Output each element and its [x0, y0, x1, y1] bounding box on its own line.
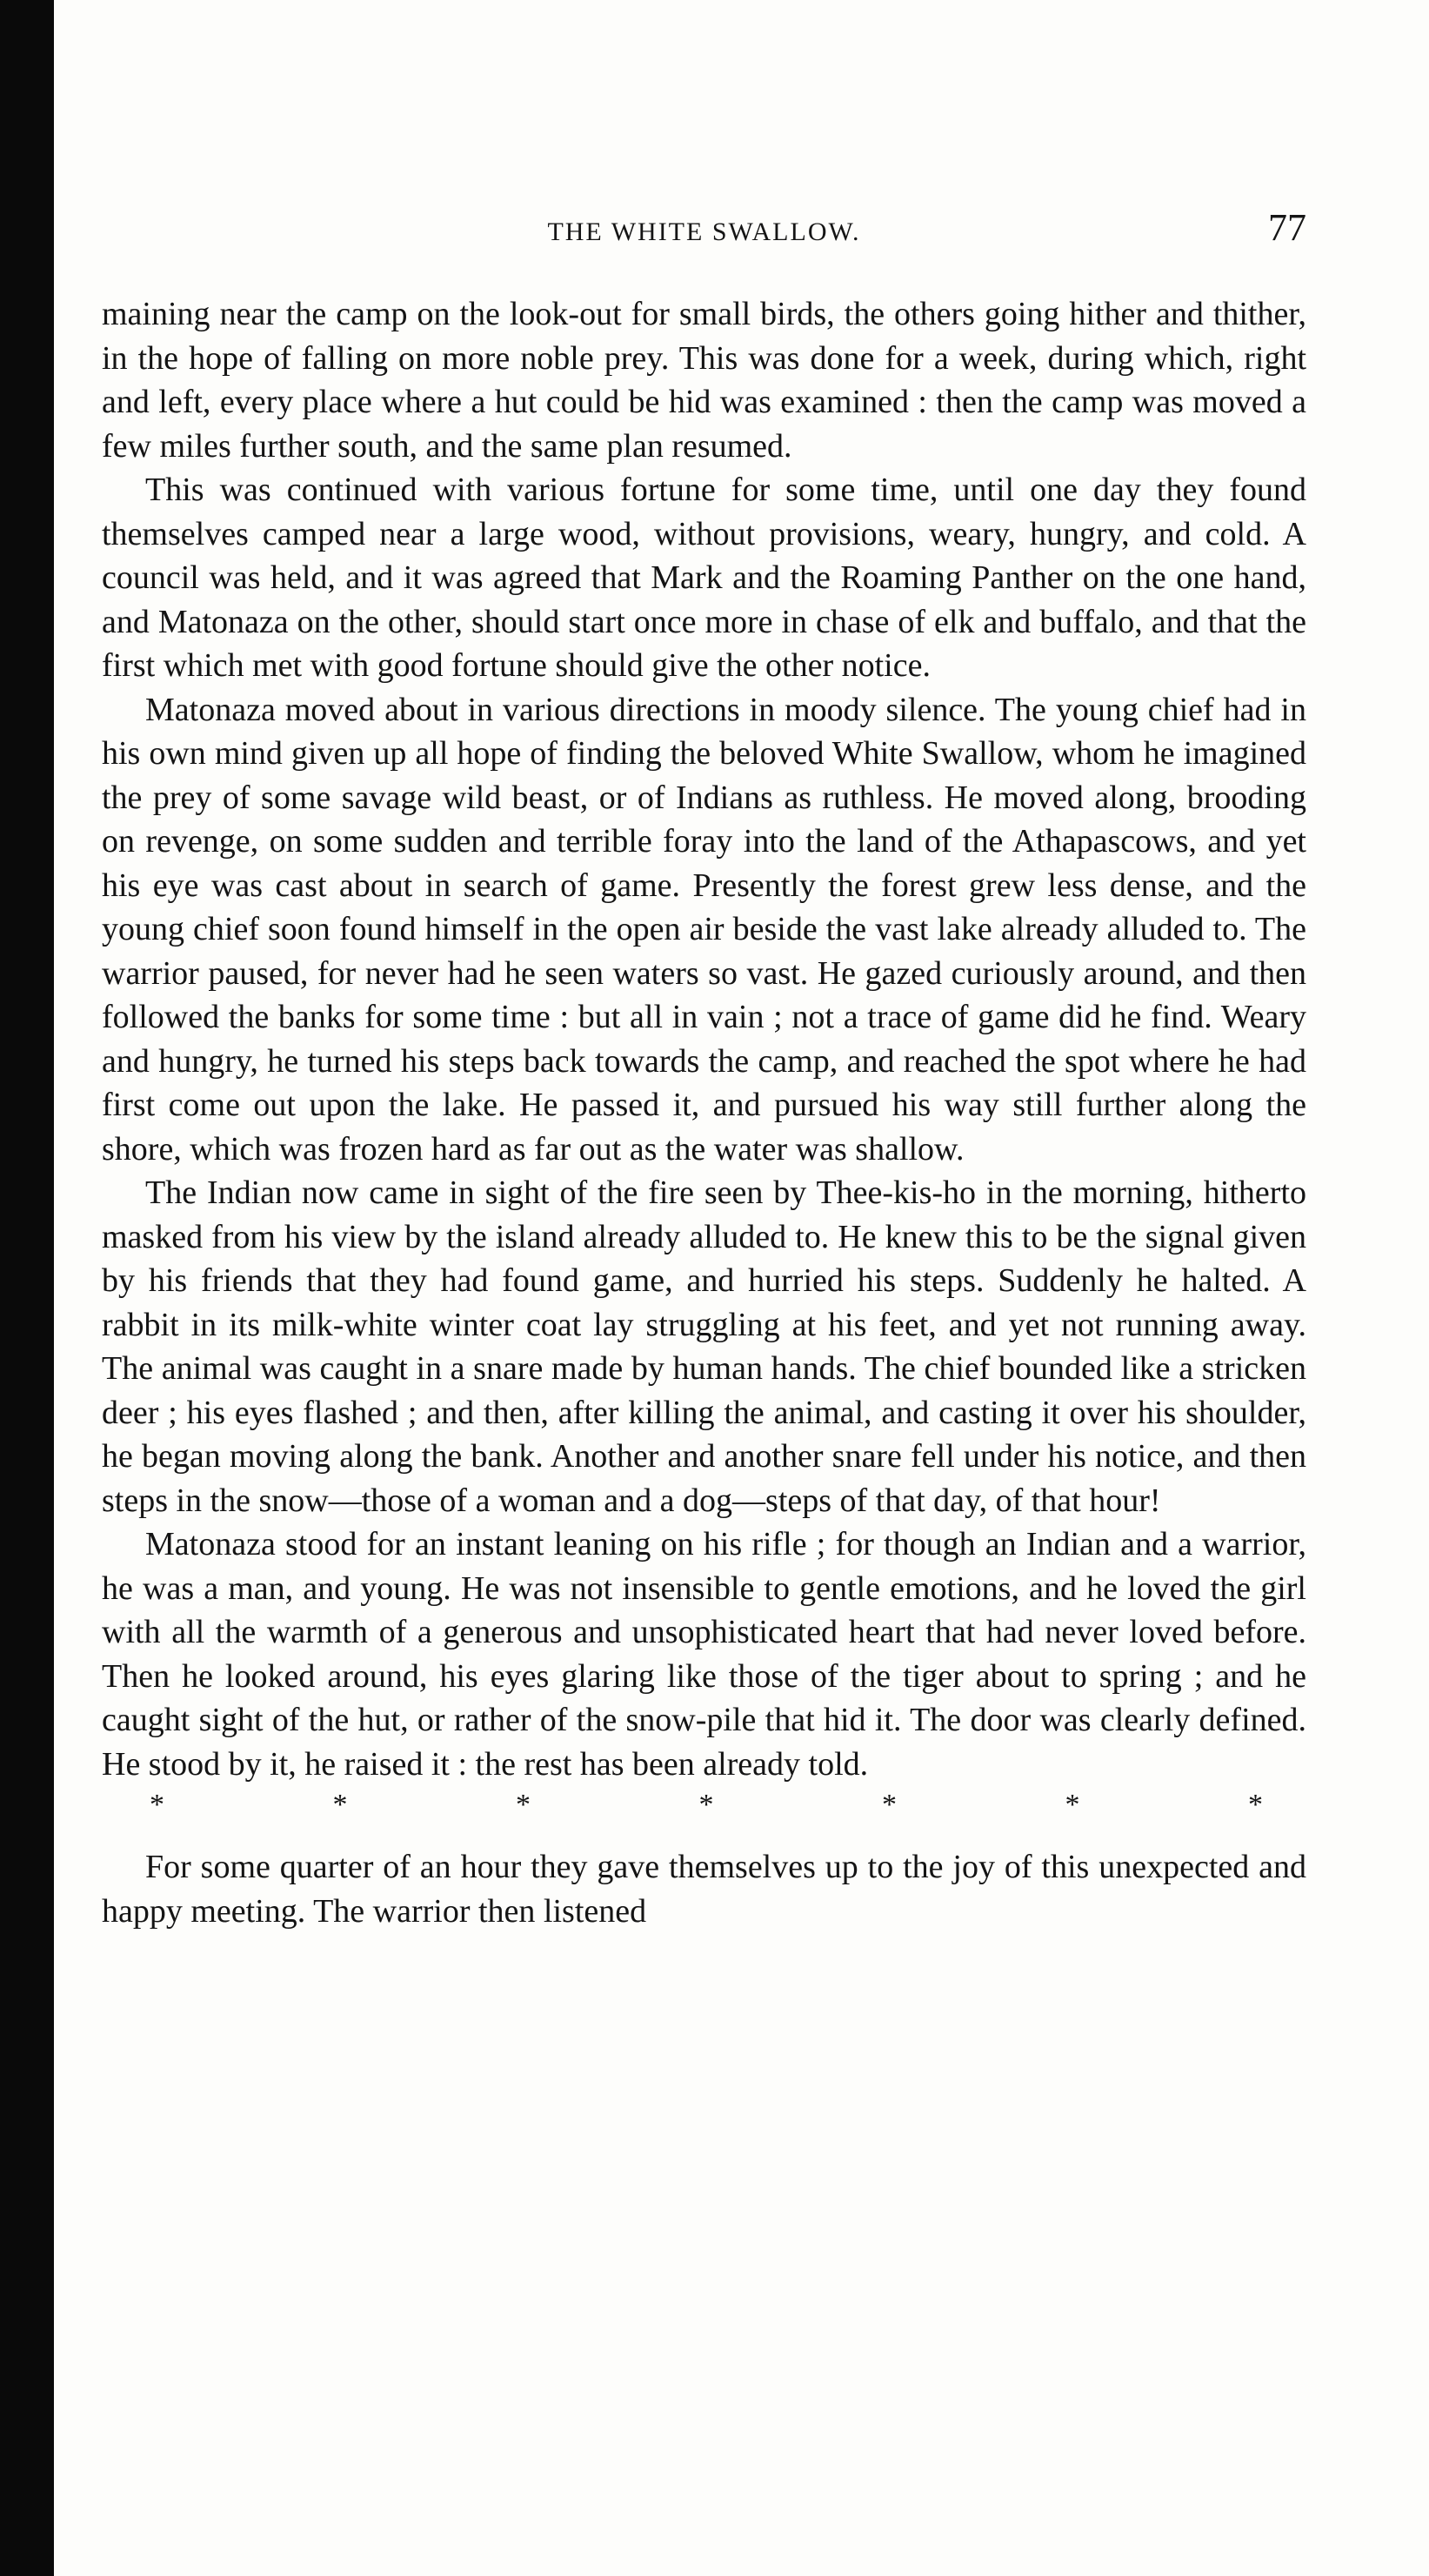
page-binding-edge — [0, 0, 54, 2576]
asterism-star: * — [332, 1789, 348, 1821]
paragraph: This was continued with various fortune for some time, until one day they found themselves camped near a large wood, without provisions, weary, hungry, and cold. A council was held, and it was agreed that Mark and the Roaming Panther on the one hand, and Matonaza on the other, should start once more in chase of elk and buffalo, and that the first which met with good fortune should give the other notice. — [102, 472, 1306, 684]
paragraph: Matonaza stood for an instant leaning on his rifle ; for though an Indian and a warrior, he was a man, and young. He was not insensible to gentle emotions, and he loved the girl with all the warmth of a generous and unsophisticated heart that had never loved before. Then he looked around, his eyes glaring like those of the tiger about to spring ; and he caught sight of the hut, or rather of the snow-pile that hid it. The door was clearly defined. He stood by it, he raised it : the rest has been already told. — [102, 1526, 1306, 1783]
asterism-star: * — [1248, 1789, 1263, 1821]
paragraph-continued: maining near the camp on the look-out for small birds, the others going hither and thither, in the hope of falling on more noble prey. This was done for a week, during which, right and left, every place where a hut could be hid was examined : then the camp was moved a few miles further south, and the same plan resumed. — [102, 296, 1306, 465]
running-title: THE WHITE SWALLOW. — [547, 217, 861, 246]
asterism-star: * — [516, 1789, 531, 1821]
asterism-star: * — [1065, 1789, 1080, 1821]
page-header — [102, 205, 1306, 258]
body-text — [102, 292, 1306, 1933]
page-number: 77 — [1268, 206, 1306, 249]
section-break — [102, 1786, 1306, 1824]
paragraph: Matonaza moved about in various directions in moody silence. The young chief had in his own mind given up all hope of finding the beloved White Swallow, whom he imagined the prey of some savage wild beast, or of Indians as ruthless. He moved along, brooding on revenge, on some sudden and terrible foray into the land of the Athapascows, and yet his eye was cast about in search of game. Presently the forest grew less dense, and the young chief soon found himself in the open air beside the vast lake already alluded to. The warrior paused, for never had he seen waters so vast. He gazed curiously around, and then followed the banks for some time : but all in vain ; not a trace of game did he find. Weary and hungry, he turned his steps back towards the camp, and reached the spot where he had first come out upon the lake. He passed it, and pursued his way still further along the shore, which was frozen hard as far out as the water was shallow. — [102, 691, 1306, 1168]
paragraph: The Indian now came in sight of the fire seen by Thee-kis-ho in the morning, hitherto masked from his view by the island already alluded to. He knew this to be the signal given by his friends that they had found game, and hurried his steps. Suddenly he halted. A rabbit in its milk-white winter coat lay struggling at his feet, and yet not running away. The animal was caught in a snare made by human hands. The chief bounded like a stricken deer ; his eyes flashed ; and then, after killing the animal, and casting it over his shoulder, he began moving along the bank. Another and another snare fell under his notice, and then steps in the snow—those of a woman and a dog—steps of that day, of that hour! — [102, 1174, 1306, 1519]
asterism-star: * — [698, 1789, 714, 1821]
asterism-star: * — [150, 1789, 164, 1821]
asterism-star: * — [882, 1789, 897, 1821]
paragraph-final: For some quarter of an hour they gave themselves up to the joy of this unexpected and happy meeting. The warrior then listened — [102, 1849, 1306, 1930]
